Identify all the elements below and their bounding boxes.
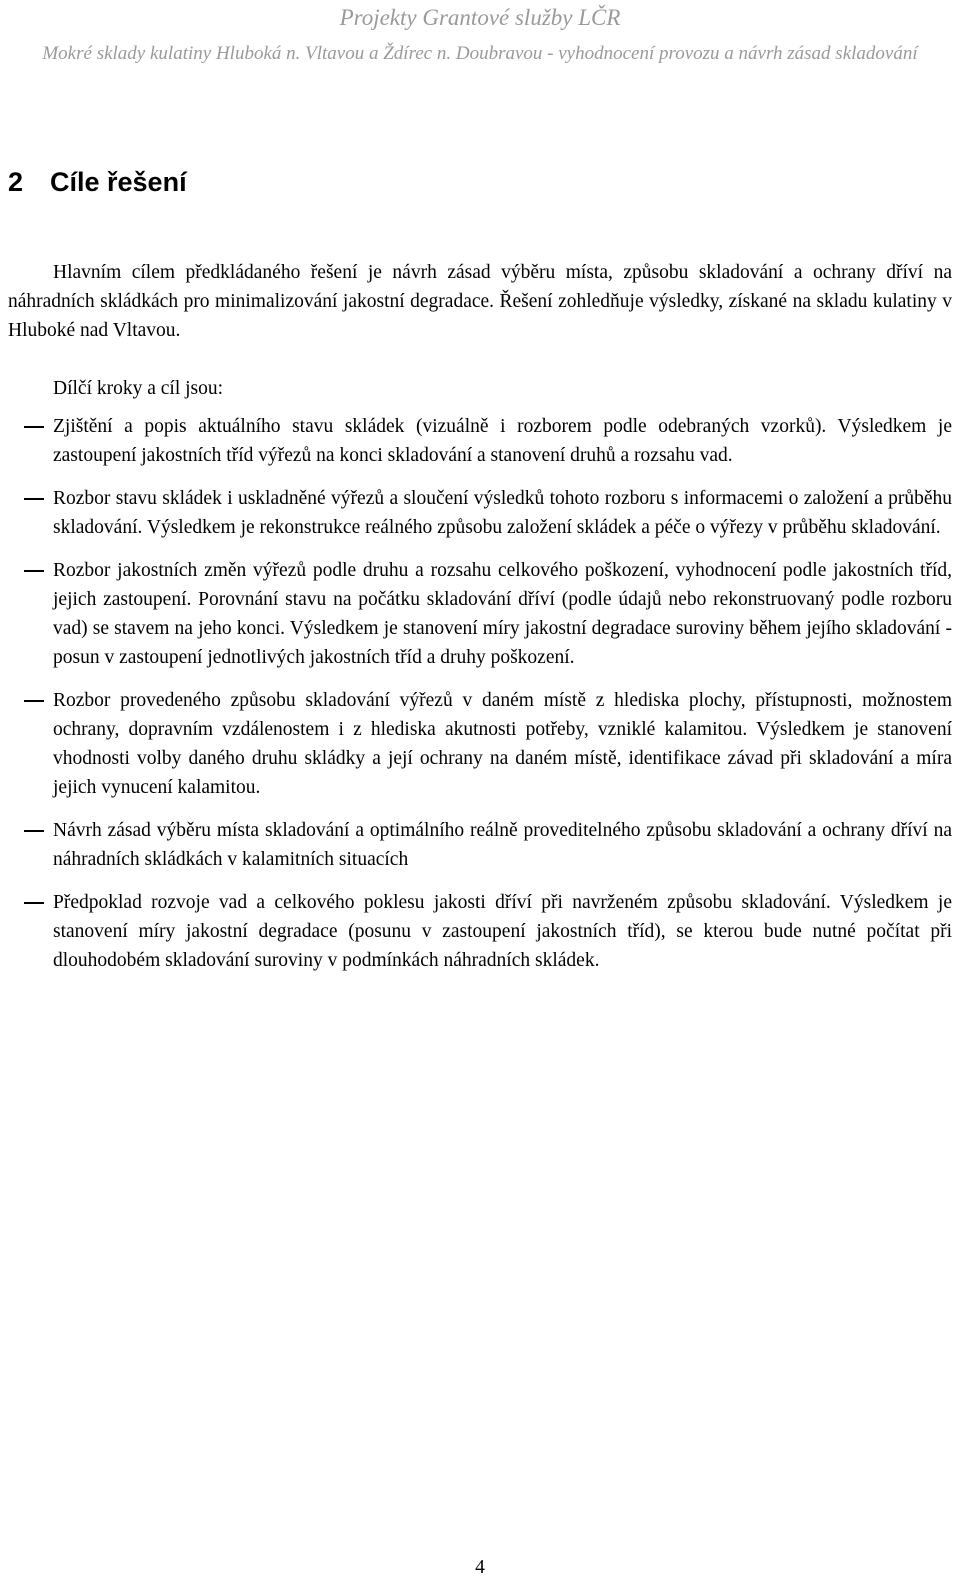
list-item (8, 816, 952, 874)
dash-bullet-icon (24, 570, 44, 572)
list-item-text: Rozbor provedeného způsobu skladování výřezů v daném místě z hlediska plochy, přístupnosti, možnostem ochrany, dopravním vzdálenostem i z hlediska akutnosti potřeby, vzniklé kalamitou. Výsledkem je stanovení vhodnosti volby daného druhu skládky a její ochrany na daném místě, identifikace závad při skladování a míra jejich vynucení kalamitou. (53, 690, 952, 798)
dash-bullet-icon (24, 426, 44, 428)
dash-bullet-icon (24, 700, 44, 702)
dash-bullet-icon (24, 830, 44, 832)
section-heading (8, 164, 187, 200)
list-item (8, 686, 952, 802)
list-item (8, 556, 952, 672)
list-item (8, 888, 952, 975)
list-item-text: Návrh zásad výběru místa skladování a optimálního reálně proveditelného způsobu skladování a ochrany dříví na náhradních skládkách v kalamitních situacích (53, 820, 952, 870)
intro-paragraph: Hlavním cílem předkládaného řešení je návrh zásad výběru místa, způsobu skladování a ochrany dříví na náhradních skládkách pro minimalizování jakostní degradace. Řešení zohledňuje výsledky, získané na skladu kulatiny v Hluboké nad Vltavou. (8, 262, 952, 341)
list-item-text: Rozbor jakostních změn výřezů podle druhu a rozsahu celkového poškození, vyhodnocení podle jakostních tříd, jejich zastoupení. Porovnání stavu na počátku skladování dříví (podle údajů nebo rekonstruovaný podle rozboru vad) se stavem na jeho konci. Výsledkem je stanovení míry jakostní degradace suroviny během jejího skladování - posun v zastoupení jednotlivých jakostních tříd a druhy poškození. (53, 560, 952, 668)
section-number: 2 (8, 167, 24, 197)
dash-bullet-icon (24, 498, 44, 500)
list-item (8, 412, 952, 470)
steps-list (8, 412, 952, 989)
list-item-text: Předpoklad rozvoje vad a celkového poklesu jakosti dříví při navrženém způsobu skladování. Výsledkem je stanovení míry jakostní degradace (posunu v zastoupení jakostních tříd), se kterou bude nutné počítat při dlouhodobém skladování suroviny v podmínkách náhradních skládek. (53, 892, 952, 971)
header-project-title: Projekty Grantové služby LČR (339, 5, 621, 30)
section-title: Cíle řešení (50, 167, 187, 197)
dash-bullet-icon (24, 902, 44, 904)
list-item (8, 484, 952, 542)
page-number: 4 (475, 1557, 485, 1578)
list-item-text: Zjištění a popis aktuálního stavu skládek (vizuálně i rozborem podle odebraných vzorků). Výsledkem je zastoupení jakostních tříd výřezů na konci skladování a stanovení druhů a rozsahu vad. (53, 416, 952, 466)
header-document-title: Mokré sklady kulatiny Hluboká n. Vltavou a Ždírec n. Doubravou - vyhodnocení provozu a návrh zásad skladování (42, 43, 918, 64)
steps-label: Dílčí kroky a cíl jsou: (53, 378, 224, 399)
list-item-text: Rozbor stavu skládek i uskladněné výřezů a sloučení výsledků tohoto rozboru s informacemi o založení a průběhu skladování. Výsledkem je rekonstrukce reálného způsobu založení skládek a péče o výřezy v průběhu skladování. (53, 488, 952, 538)
